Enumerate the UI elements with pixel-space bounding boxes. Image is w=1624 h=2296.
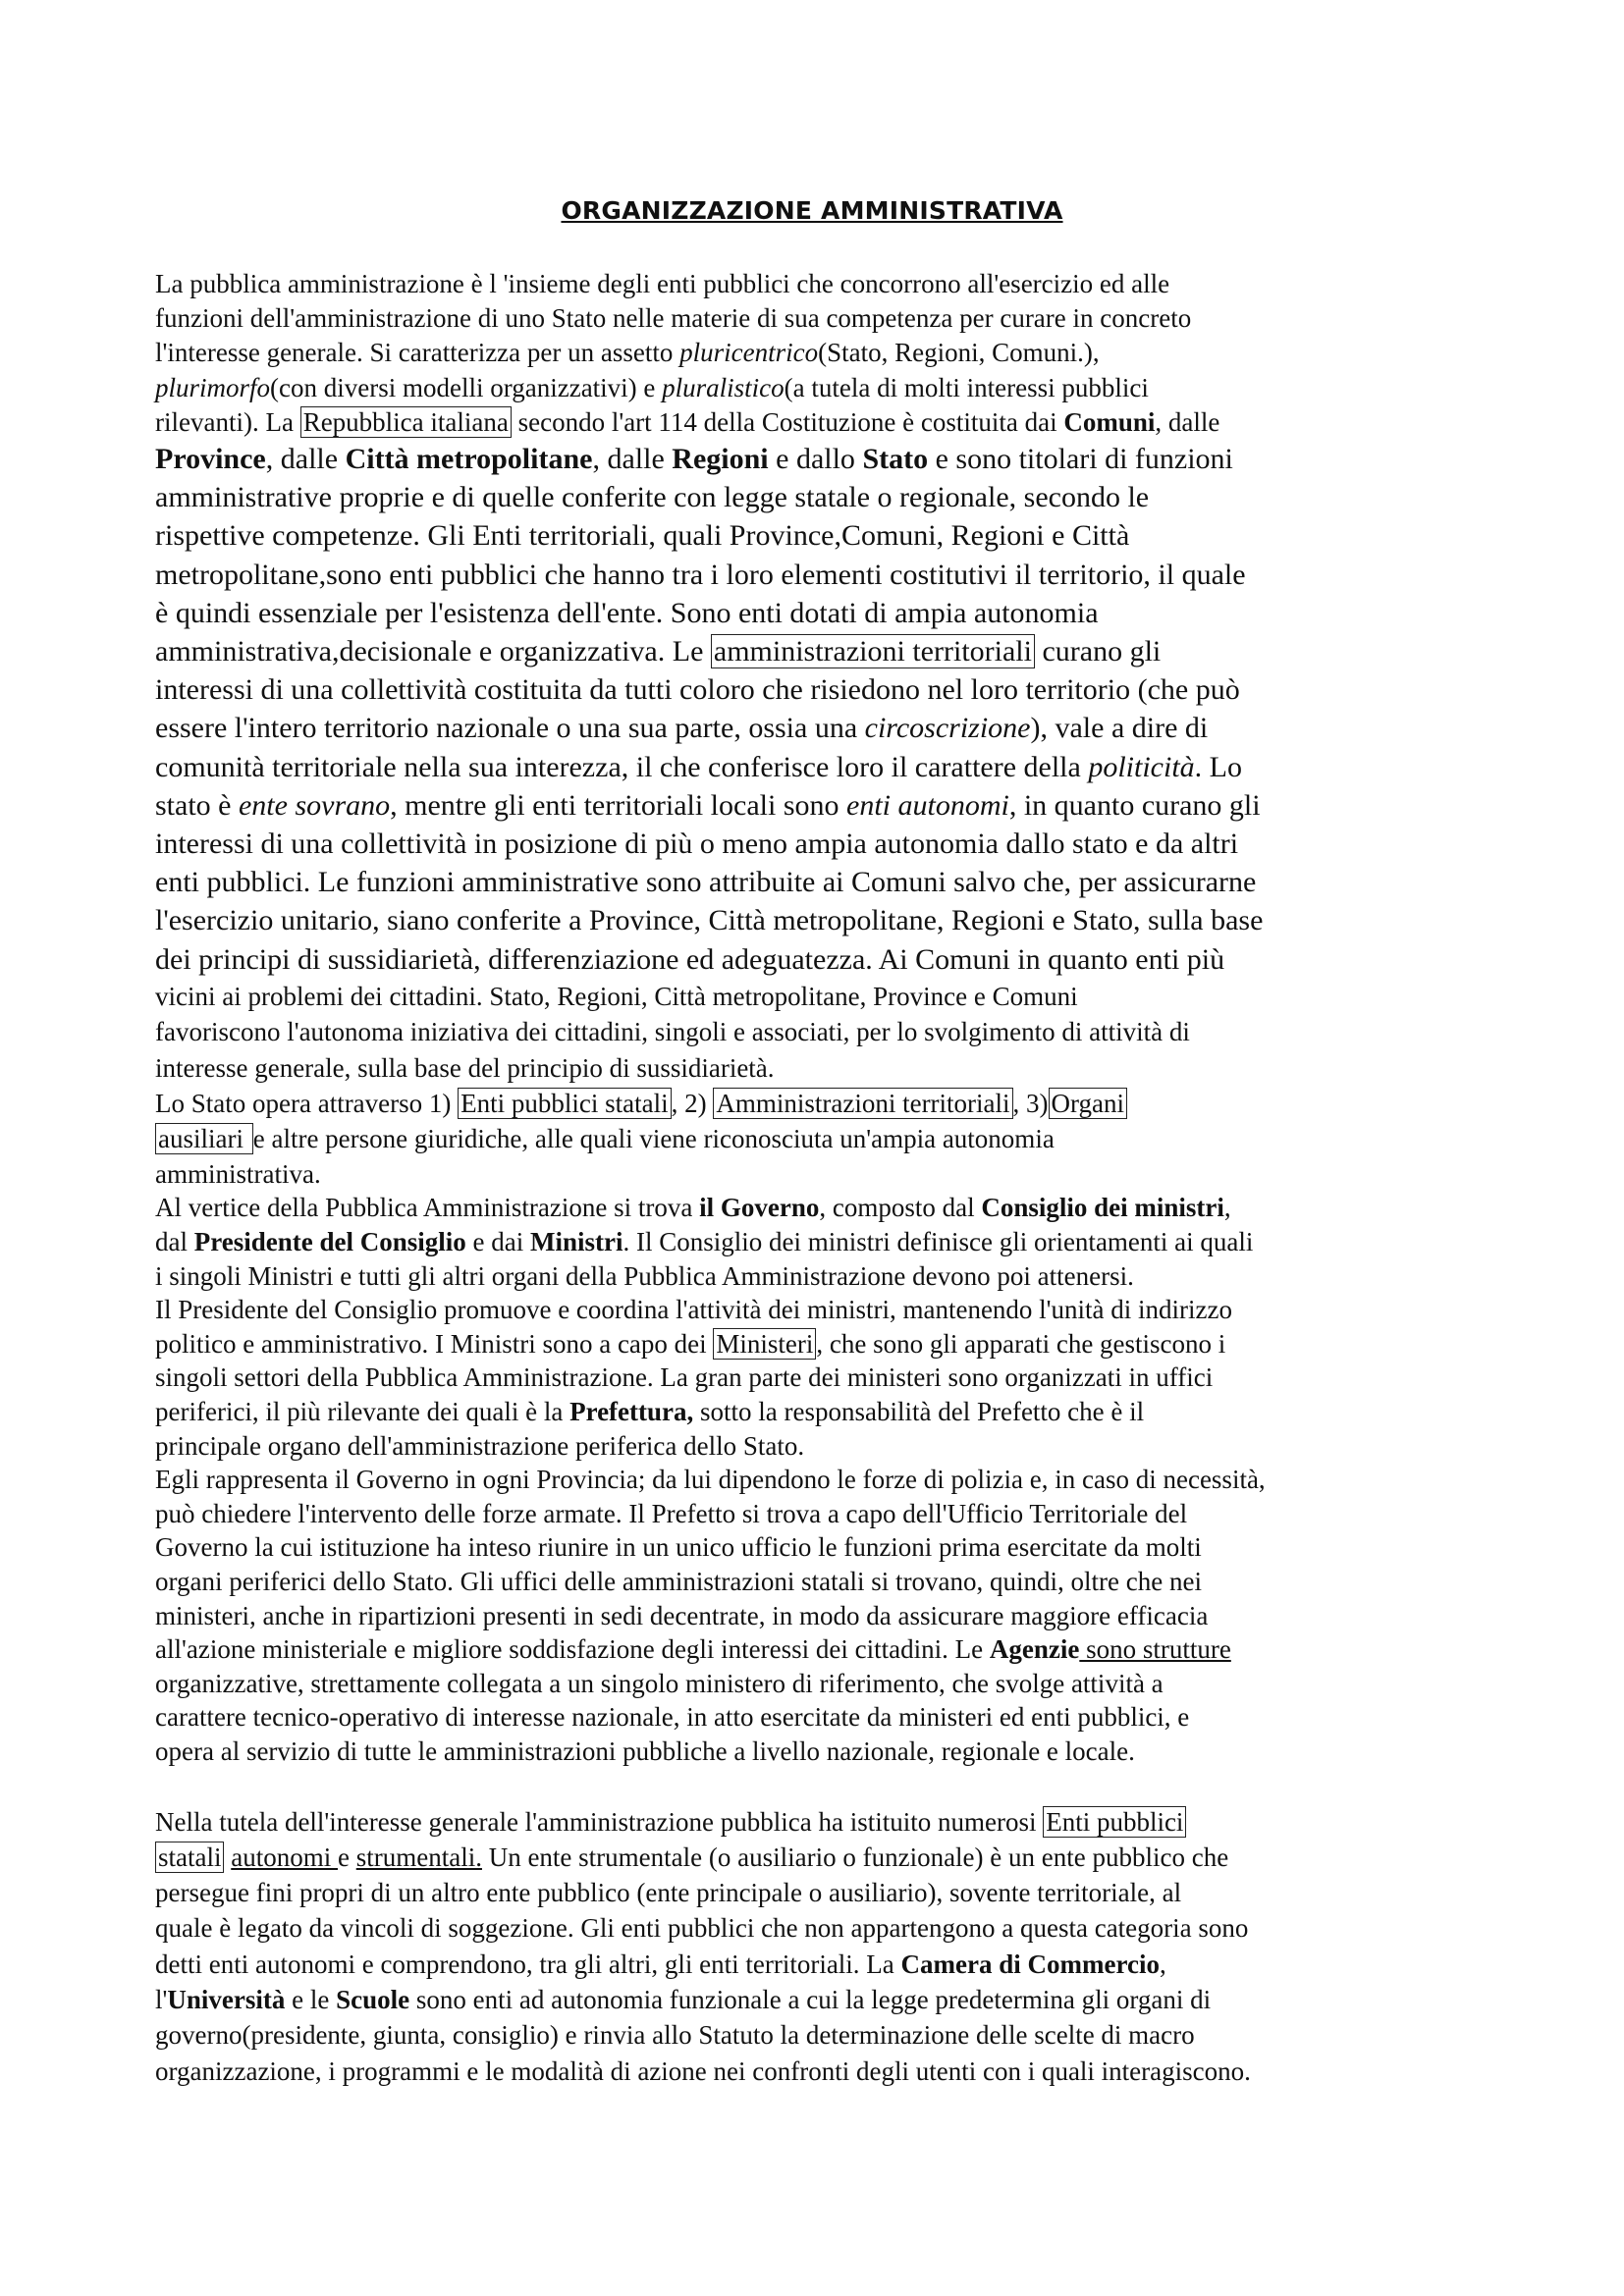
text-line [155,1086,1490,1121]
text-span: , dalle [1155,406,1220,437]
paragraph-subsidiarity [155,979,1490,1086]
text-line: persegue fini propri di un altro ente pubblico (ente principale o ausiliario), sovente territoriale, al [155,1878,1182,1908]
paragraph-gap [155,1769,1490,1804]
text-line: La pubblica amministrazione è l 'insieme degli enti pubblici che concorrono all'esercizio ed alle [155,269,1170,298]
text-span: (con diversi modelli organizzativi) e [270,372,663,402]
text-span: Al vertice della Pubblica Amministrazione si trova [155,1193,700,1223]
text-span: amministrativa,decisionale e organizzativa. Le [155,635,711,668]
paragraph-state-operates [155,1086,1490,1191]
text-line: quale è legato da vincoli di soggezione. Gli enti pubblici che non appartengono a questa categoria sono [155,1913,1249,1944]
boxed-term: amministrazioni territoriali [711,634,1035,668]
bold-term: Università [167,1985,286,2015]
text-span: ), vale a dire di [1030,712,1209,745]
text-line [155,748,1490,786]
bold-term: Città metropolitane [345,443,593,476]
text-line: organizzazione, i programmi e le modalità di azione nei confronti degli utenti con i quali interagiscono. [155,2056,1251,2086]
boxed-term: statali [155,1842,224,1873]
text-line: organizzative, strettamente collegata a un singolo ministero di riferimento, che svolge attività a [155,1668,1164,1698]
text-line [155,405,1490,440]
text-span: e sono titolari di funzioni [928,443,1233,476]
bold-term: Province [155,443,266,476]
text-line: interessi di una collettività in posizione di più o meno ampia autonomia dallo stato e da altri [155,828,1239,861]
text-span: , composto dal [819,1193,982,1223]
text-line [155,1840,1490,1875]
text-span: sono enti ad autonomia funzionale a cui la legge predetermina gli organi di [409,1985,1212,2015]
text-span: Nella tutela dell'interesse generale l'amministrazione pubblica ha istituito numerosi [155,1806,1044,1837]
text-line: vicini ai problemi dei cittadini. Stato, Regioni, Città metropolitane, Province e Comuni [155,981,1078,1011]
paragraph-territorial-entities [155,440,1490,979]
text-span: rilevanti). La [155,406,300,437]
text-span: comunità territoriale nella sua interezza, il che conferisce loro il carattere della [155,750,1089,783]
text-line: principale organo dell'amministrazione periferica dello Stato. [155,1430,805,1461]
text-line: carattere tecnico-operativo di interesse nazionale, in atto esercitate da ministeri ed enti pubblici, e [155,1702,1190,1733]
boxed-term: Repubblica italiana [300,406,512,438]
text-line [155,1191,1490,1225]
text-line: Governo la cui istituzione ha inteso riunire in un unico ufficio le funzioni prima esercitate da molti [155,1532,1202,1563]
boxed-term: Ministeri [713,1328,816,1360]
text-line: Il Presidente del Consiglio promuove e coordina l'attività dei ministri, mantenendo l'unità di indirizzo [155,1295,1232,1325]
text-line: è quindi essenziale per l'esistenza dell'ente. Sono enti dotati di ampia autonomia [155,596,1099,629]
emphasis: plurimorfo [155,372,271,402]
bold-term: Agenzie [989,1634,1080,1665]
text-span: l'interesse generale. Si caratterizza per un assetto [155,338,680,368]
text-line [155,1632,1490,1667]
text-line: l'esercizio unitario, siano conferite a Province, Città metropolitane, Regioni e Stato, sulla base [155,904,1264,937]
bold-term: Prefettura, [569,1397,694,1427]
text-span: , che sono gli apparati che gestiscono i [816,1328,1226,1359]
text-span: periferici, il più rilevante dei quali è la [155,1397,570,1427]
text-line: amministrativa. [155,1158,321,1189]
emphasis: pluralistico [662,372,785,402]
bold-term: Stato [862,443,929,476]
text-line: può chiedere l'intervento delle forze armate. Il Prefetto si trova a capo dell'Ufficio Territoriale del [155,1498,1188,1528]
emphasis: enti autonomi [846,788,1009,822]
boxed-term: Enti pubblici statali [458,1088,671,1119]
text-line: favoriscono l'autonoma iniziativa dei cittadini, singoli e associati, per lo svolgimento di attività di [155,1017,1190,1047]
text-span: e [337,1842,356,1872]
underlined-term: autonomi [231,1842,338,1872]
text-span: l' [155,1985,168,2015]
text-span: Lo Stato opera attraverso 1) [155,1089,459,1119]
page-title: ORGANIZZAZIONE AMMINISTRATIVA [561,196,1063,225]
text-span: curano gli [1034,635,1162,668]
text-line: i singoli Ministri e tutti gli altri organi della Pubblica Amministrazione devono poi attenersi. [155,1260,1134,1291]
text-line [155,1121,1490,1156]
text-line: enti pubblici. Le funzioni amministrative sono attribuite ai Comuni salvo che, per assicurarne [155,866,1257,899]
text-span: secondo l'art 114 della Costituzione è costituita dai [511,406,1064,437]
text-span: dal [155,1227,194,1257]
text-span: politico e amministrativo. I Ministri sono a capo dei [155,1328,714,1359]
text-span: , in quanto curano gli [1008,788,1261,822]
boxed-term: ausiliari [155,1123,253,1154]
text-span: , 2) [671,1089,714,1119]
emphasis: politicità [1088,750,1195,783]
text-span: . Lo [1194,750,1242,783]
text-line: amministrative proprie e di quelle conferite con legge statale o regionale, secondo le [155,481,1150,514]
text-line: singoli settori della Pubblica Amministrazione. La gran parte dei ministeri sono organizzati in uffici [155,1362,1214,1393]
text-line: rispettive competenze. Gli Enti territoriali, quali Province,Comuni, Regioni e Città [155,519,1130,553]
text-span: all'azione ministeriale e migliore soddisfazione degli interessi dei cittadini. Le [155,1634,990,1665]
text-line [155,786,1490,825]
text-span: , dalle [592,443,673,476]
paragraph-intro [155,267,1490,440]
text-line [155,1982,1490,2017]
text-line [155,336,1490,370]
text-line: opera al servizio di tutte le amministrazioni pubbliche a livello nazionale, regionale e locale. [155,1735,1135,1766]
text-line: interesse generale, sulla base del principio di sussidiarietà. [155,1052,775,1083]
bold-term: Presidente del Consiglio [193,1227,466,1257]
text-line [155,1327,1490,1362]
paragraph-public-entities [155,1804,1490,2089]
bold-term: il Governo [699,1193,820,1223]
text-line: governo(presidente, giunta, consiglio) e rinvia allo Statuto la determinazione delle scelte di macro [155,2020,1195,2051]
underlined-term: strumentali. [355,1842,482,1872]
text-span: essere l'intero territorio nazionale o una sua parte, ossia una [155,712,865,745]
bold-term: Comuni [1063,406,1156,437]
text-span: sotto la responsabilità del Prefetto che è il [693,1397,1145,1427]
text-span: e dai [465,1227,530,1257]
text-line [155,1804,1490,1840]
emphasis: pluricentrico [679,338,819,368]
boxed-term: Organi [1049,1088,1128,1119]
text-line: ministeri, anche in ripartizioni presenti in sedi decentrate, in modo da assicurare maggiore efficacia [155,1600,1209,1630]
text-line [155,632,1490,670]
boxed-term: Amministrazioni territoriali [713,1088,1012,1119]
bold-term: Camera di Commercio [900,1949,1160,1979]
text-line [155,440,1490,478]
text-line [155,1395,1490,1429]
text-line: organi periferici dello Stato. Gli uffici delle amministrazioni statali si trovano, quindi, oltre che nei [155,1567,1202,1597]
emphasis: circoscrizione [864,712,1031,745]
bold-term: Consiglio dei ministri [981,1193,1224,1223]
text-line [155,709,1490,747]
emphasis: ente sovrano [238,788,391,822]
text-span: detti enti autonomi e comprendono, tra gli altri, gli enti territoriali. La [155,1949,901,1979]
text-line: Egli rappresenta il Governo in ogni Provincia; da lui dipendono le forze di polizia e, in caso di necessità, [155,1465,1266,1495]
text-span: sono strutture [1079,1634,1231,1665]
text-line: funzioni dell'amministrazione di uno Stato nelle materie di sua competenza per curare in concreto [155,303,1192,334]
text-span: , mentre gli enti territoriali locali sono [390,788,846,822]
text-span: (Stato, Regioni, Comuni.), [818,338,1100,368]
text-line [155,371,1490,405]
bold-term: Scuole [336,1985,410,2015]
bold-term: Ministri [530,1227,623,1257]
text-line: interessi di una collettività costituita da tutti coloro che risiedono nel loro territorio (che può [155,673,1240,707]
bold-term: Regioni [672,443,769,476]
text-line [155,1225,1490,1259]
text-span: stato è [155,788,239,822]
text-span: e altre persone giuridiche, alle quali viene riconosciuta un'ampia autonomia [252,1124,1055,1154]
text-span: Un ente strumentale (o ausiliario o funzionale) è un ente pubblico che [481,1842,1229,1872]
document-body [155,267,1490,2089]
text-line: dei principi di sussidiarietà, differenziazione ed adeguatezza. Ai Comuni in quanto enti più [155,942,1225,976]
text-span: e dallo [768,443,863,476]
text-span: , [1223,1193,1231,1223]
paragraph-government [155,1191,1490,1768]
text-span: . Il Consiglio dei ministri definisce gli orientamenti ai quali [623,1227,1254,1257]
text-span: , 3) [1012,1089,1049,1119]
text-line [155,1947,1490,1982]
text-span: (a tutela di molti interessi pubblici [784,372,1149,402]
boxed-term: Enti pubblici [1043,1806,1186,1838]
text-span: e le [285,1985,337,2015]
text-span: , dalle [265,443,346,476]
text-span: , [1159,1949,1166,1979]
text-line: metropolitane,sono enti pubblici che hanno tra i loro elementi costitutivi il territorio, il quale [155,558,1246,591]
